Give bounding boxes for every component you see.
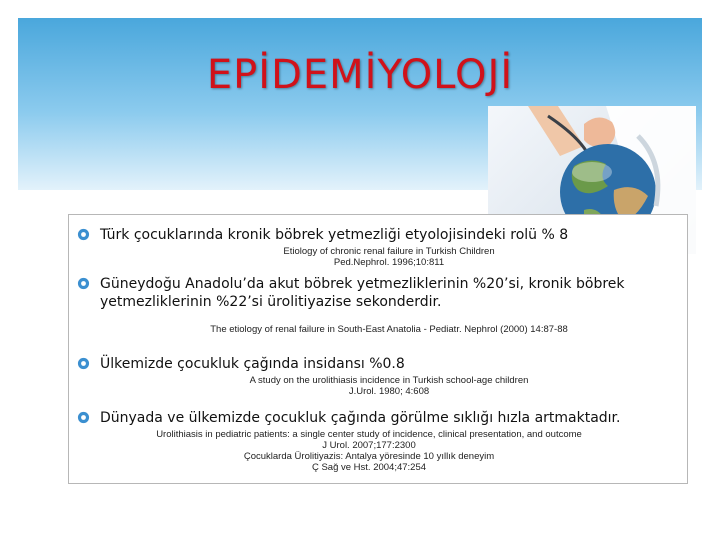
gear-bullet-icon bbox=[77, 411, 90, 424]
reference-1-line-1: Etiology of chronic renal failure in Turkish Children bbox=[283, 246, 495, 257]
reference-4-line-3: Çocuklarda Ürolitiyazis: Antalya yöresinde 10 yıllık deneyim bbox=[243, 451, 495, 462]
reference-3-line-1: A study on the urolithiasis incidence in Turkish school-age children bbox=[249, 375, 529, 386]
reference-2-line-1: The etiology of renal failure in South-East Anatolia - Pediatr. Nephrol (2000) 14:87-88 bbox=[210, 324, 568, 335]
reference-4-line-2: J Urol. 2007;177:2300 bbox=[322, 440, 416, 451]
slide-title: EPİDEMİYOLOJİ bbox=[206, 52, 514, 98]
bullet-item-2 bbox=[77, 275, 625, 311]
gear-bullet-icon bbox=[77, 357, 90, 370]
bullet-item-1 bbox=[77, 226, 568, 244]
reference-3-line-2: J.Urol. 1980; 4:608 bbox=[348, 386, 430, 397]
gear-bullet-icon bbox=[77, 277, 90, 290]
bullet-text-2-line-2: yetmezliklerinin %22’si ürolitiyazise sekonderdir. bbox=[100, 294, 442, 310]
bullet-text-4: Dünyada ve ülkemizde çocukluk çağında görülme sıklığı hızla artmaktadır. bbox=[100, 410, 621, 426]
content-box bbox=[68, 214, 688, 484]
bullet-text-2-line-1: Güneydoğu Anadolu’da akut böbrek yetmezliklerinin %20’si, kronik böbrek bbox=[100, 276, 625, 292]
reference-4-line-4: Ç Sağ ve Hst. 2004;47:254 bbox=[311, 462, 427, 473]
bullet-text-1: Türk çocuklarında kronik böbrek yetmezliği etyolojisindeki rolü % 8 bbox=[100, 227, 569, 243]
bullet-item-3 bbox=[77, 355, 405, 373]
bullet-text-3: Ülkemizde çocukluk çağında insidansı %0.8 bbox=[100, 356, 405, 372]
gear-bullet-icon bbox=[77, 228, 90, 241]
reference-4-line-1: Urolithiasis in pediatric patients: a single center study of incidence, clinical presentation, and outcome bbox=[156, 429, 582, 440]
reference-1-line-2: Ped.Nephrol. 1996;10:811 bbox=[333, 257, 445, 268]
bullet-text-2 bbox=[100, 275, 625, 311]
bullet-item-4 bbox=[77, 409, 620, 427]
